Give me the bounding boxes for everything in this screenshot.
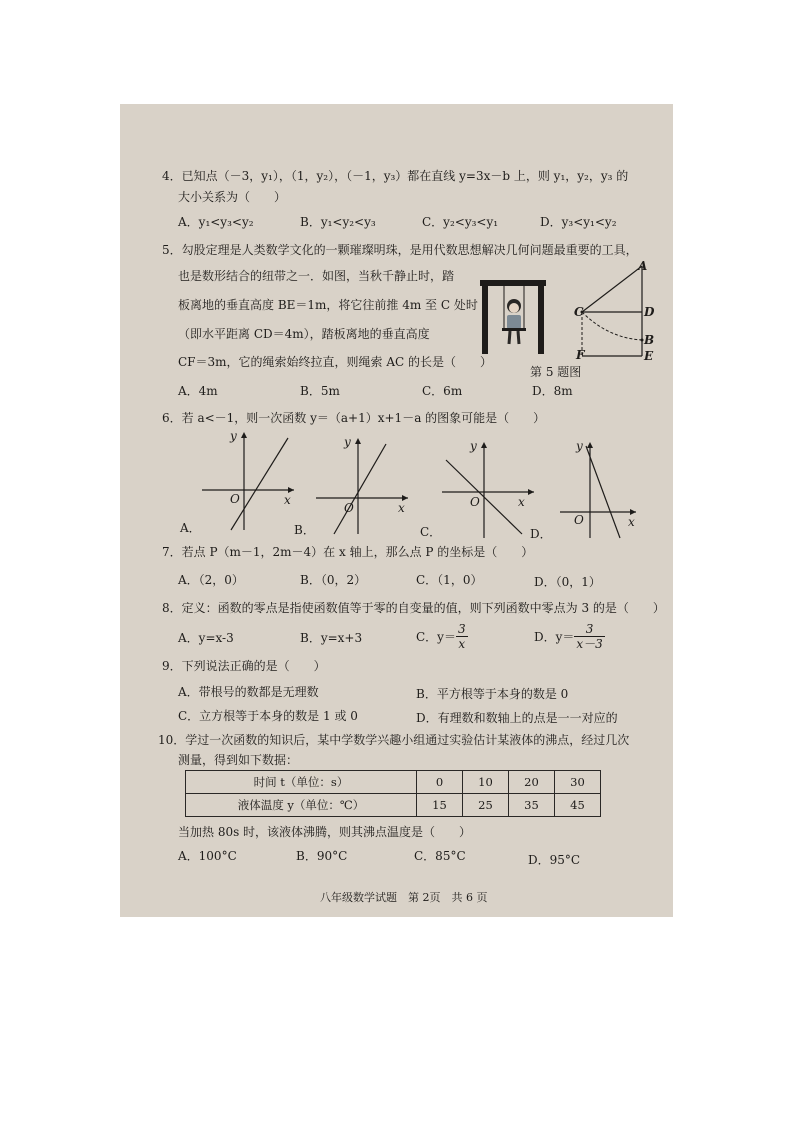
q8-option-d-numerator: 3 [574, 622, 604, 637]
q6-graph-a-y-label: y [230, 429, 237, 443]
point-label-d: D [644, 305, 655, 319]
q8-option-d [534, 622, 605, 651]
q8-option-d-denominator: x－3 [576, 637, 603, 651]
q8-option-d-fraction [574, 622, 604, 651]
q9-option-d: D．有理数和数轴上的点是一一对应的 [416, 711, 618, 725]
q6-graph-d-x-label: x [628, 515, 635, 529]
q4-stem-line1: 4．已知点（－3，y₁），（1，y₂），（－1，y₃）都在直线 y=3x－b 上，则 y₁，y₂，y₃ 的 [162, 169, 629, 183]
q10-option-d: D．95°C [528, 853, 581, 867]
q8-option-c [416, 622, 468, 651]
q8-option-d-prefix: D．y＝ [534, 629, 575, 644]
q5-figure-caption: 第 5 题图 [530, 365, 582, 379]
q6-option-d-label: D． [530, 527, 552, 541]
q6-graph-c-x-label: x [518, 495, 525, 509]
q6-graph-b-origin: O [344, 501, 354, 515]
q8-option-a: A．y=x-3 [178, 631, 234, 645]
q5-line2: 也是数形结合的纽带之一．如图，当秋千静止时，踏 [178, 269, 455, 283]
q8-option-c-denominator: x [458, 637, 466, 651]
point-label-b: B [644, 333, 655, 347]
q10-row1-header: 时间 t（单位：s） [186, 771, 417, 794]
q6-graph-b [312, 430, 412, 538]
q10-row1-value: 20 [509, 771, 555, 794]
page-footer: 八年级数学试题 第 2页 共 6 页 [320, 891, 488, 904]
q10-row1-value: 30 [555, 771, 601, 794]
q7-option-b: B．（0，2） [300, 573, 367, 587]
q10-option-c: C．85°C [414, 849, 466, 863]
q6-graph-c-origin: O [470, 495, 480, 509]
q8-stem: 8．定义：函数的零点是指使函数值等于零的自变量的值，则下列函数中零点为 3 的是（ ） [162, 601, 665, 615]
q5-line5: CF＝3m，它的绳索始终拉直，则绳索 AC 的长是（ ） [178, 355, 492, 369]
q9-option-c: C．立方根等于本身的数是 1 或 0 [178, 709, 358, 723]
q6-option-b-label: B． [294, 523, 315, 537]
q6-graph-d-y-label: y [576, 439, 583, 453]
q7-stem: 7．若点 P（m－1，2m－4）在 x 轴上，那么点 P 的坐标是（ ） [162, 545, 534, 559]
q10-row1-value: 0 [417, 771, 463, 794]
q4-option-a: A．y₁<y₃<y₂ [178, 215, 254, 229]
q4-option-c: C．y₂<y₃<y₁ [422, 215, 499, 229]
q8-option-b: B．y=x+3 [300, 631, 363, 645]
q10-question: 当加热 80s 时，该液体沸腾，则其沸点温度是（ ） [178, 825, 472, 839]
q7-option-c: C．（1，0） [416, 573, 483, 587]
point-label-a: A [638, 259, 648, 273]
q6-graph-c-y-label: y [470, 439, 477, 453]
q6-graph-a-x-label: x [284, 493, 291, 507]
q6-graph-b-x-label: x [398, 501, 405, 515]
q6-graph-d [556, 434, 656, 542]
q6-graph-a-origin: O [230, 492, 240, 506]
q10-data-table [185, 770, 601, 817]
q4-option-d: D．y₃<y₁<y₂ [540, 215, 617, 229]
exam-page [120, 104, 673, 917]
q10-stem-line2: 测量，得到如下数据： [178, 753, 299, 767]
swing-illustration [478, 278, 548, 356]
q10-row1-value: 10 [463, 771, 509, 794]
table-row [186, 771, 601, 794]
point-label-e: E [644, 349, 654, 363]
q10-row2-value: 45 [555, 794, 601, 817]
q6-graph-b-y-label: y [344, 435, 351, 449]
q7-option-a: A．（2，0） [178, 573, 244, 587]
q6-option-c-label: C． [420, 525, 442, 539]
q4-stem-line2: 大小关系为（ ） [178, 190, 287, 204]
q10-row2-header: 液体温度 y（单位：℃） [186, 794, 417, 817]
q5-option-a: A．4m [178, 384, 218, 398]
q10-option-b: B．90°C [296, 849, 348, 863]
q6-option-a-label: A． [180, 521, 201, 535]
q5-option-d: D．8m [532, 384, 573, 398]
q8-option-c-numerator: 3 [457, 622, 466, 636]
q10-row2-value: 25 [463, 794, 509, 817]
q10-row2-value: 15 [417, 794, 463, 817]
q10-stem-line1: 10．学过一次函数的知识后，某中学数学兴趣小组通过实验估计某液体的沸点，经过几次 [158, 733, 630, 747]
q6-graph-a [198, 426, 298, 534]
point-label-c: C [574, 305, 584, 319]
table-row [186, 794, 601, 817]
q4-option-b: B．y₁<y₂<y₃ [300, 215, 376, 229]
q5-line4: （即水平距离 CD＝4m），踏板离地的垂直高度 [178, 327, 430, 341]
q5-line3: 板离地的垂直高度 BE＝1m，将它往前推 4m 至 C 处时 [178, 298, 478, 312]
q9-stem: 9．下列说法正确的是（ ） [162, 659, 326, 673]
point-label-f: F [576, 348, 585, 362]
q6-graph-d-origin: O [574, 513, 584, 527]
q8-option-c-prefix: C．y＝ [416, 629, 456, 644]
q6-stem: 6．若 a<－1，则一次函数 y＝（a+1）x+1－a 的图象可能是（ ） [162, 411, 546, 425]
q10-row2-value: 35 [509, 794, 555, 817]
q9-option-a: A．带根号的数都是无理数 [178, 685, 319, 699]
q7-option-d: D．（0，1） [534, 575, 601, 589]
q8-option-c-fraction [456, 622, 468, 651]
q10-option-a: A．100°C [178, 849, 237, 863]
q9-option-b: B．平方根等于本身的数是 0 [416, 687, 569, 701]
q5-option-b: B．5m [300, 384, 340, 398]
q6-graph-c [438, 434, 538, 542]
q5-option-c: C．6m [422, 384, 463, 398]
q5-line1: 5．勾股定理是人类数学文化的一颗璀璨明珠，是用代数思想解决几何问题最重要的工具， [162, 243, 638, 257]
